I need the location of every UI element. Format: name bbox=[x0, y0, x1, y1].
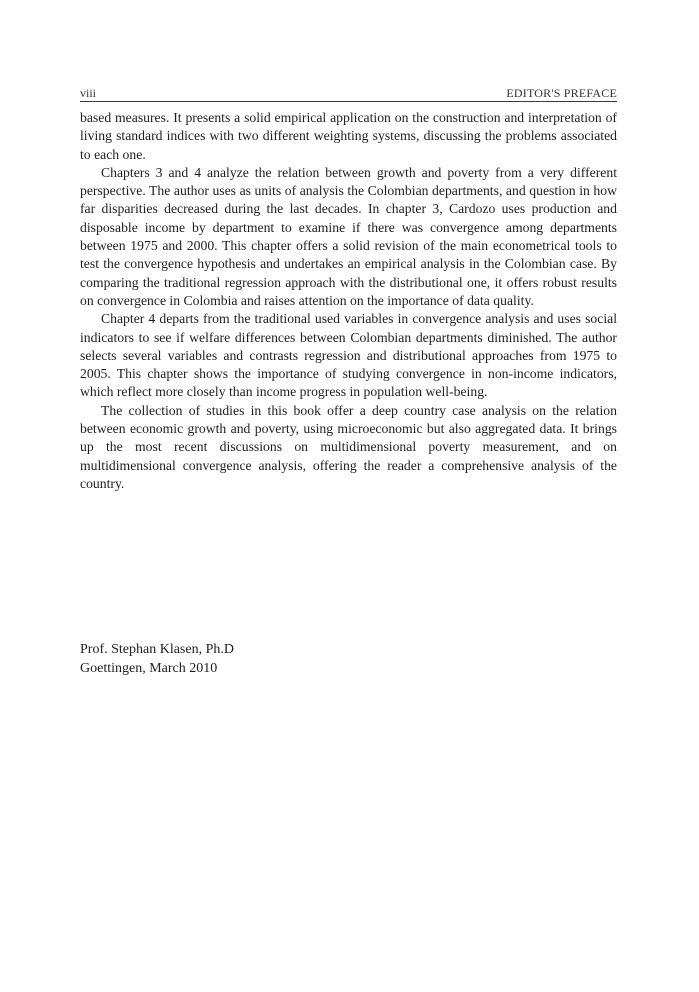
paragraph: The collection of studies in this book offer a deep country case analysis on the relation between economic growth and poverty, using microeconomic but also aggregated data. It brings up the most recent discussions on multidimensional poverty measurement, and on multidimensional convergence analysis, offering the reader a comprehensive analysis of the country. bbox=[80, 402, 617, 491]
author-name: Prof. Stephan Klasen, Ph.D bbox=[80, 642, 234, 657]
place-and-date: Goettingen, March 2010 bbox=[80, 661, 218, 676]
body-text bbox=[80, 109, 617, 493]
paragraph: Chapter 4 departs from the traditional used variables in convergence analysis and uses social indicators to see if welfare differences between Colombian departments diminished. The author selects several variables and contrasts regression and distributional approaches from 1975 to 2005. This chapter shows the importance of studying convergence in non-income indicators, which reflect more closely than income progress in population well-being. bbox=[80, 311, 617, 400]
section-title: EDITOR'S PREFACE bbox=[506, 86, 617, 100]
signature-block bbox=[80, 640, 234, 678]
paragraph: based measures. It presents a solid empirical application on the construction and interpretation of living standard indices with two different weighting systems, discussing the problems associated to each one. bbox=[80, 110, 617, 162]
paragraph: Chapters 3 and 4 analyze the relation between growth and poverty from a very different perspective. The author uses as units of analysis the Colombian departments, and question in how far disparities decreased during the last decades. In chapter 3, Cardozo uses production and disposable income by department to examine if there was convergence among departments between 1975 and 2000. This chapter offers a solid revision of the main econometrical tools to test the convergence hypothesis and undertakes an empirical analysis in the Colombian case. By comparing the traditional regression approach with the distributional one, it offers robust results on convergence in Colombia and raises attention on the importance of data quality. bbox=[80, 164, 617, 308]
running-header bbox=[80, 86, 617, 102]
page-number: viii bbox=[80, 86, 97, 100]
